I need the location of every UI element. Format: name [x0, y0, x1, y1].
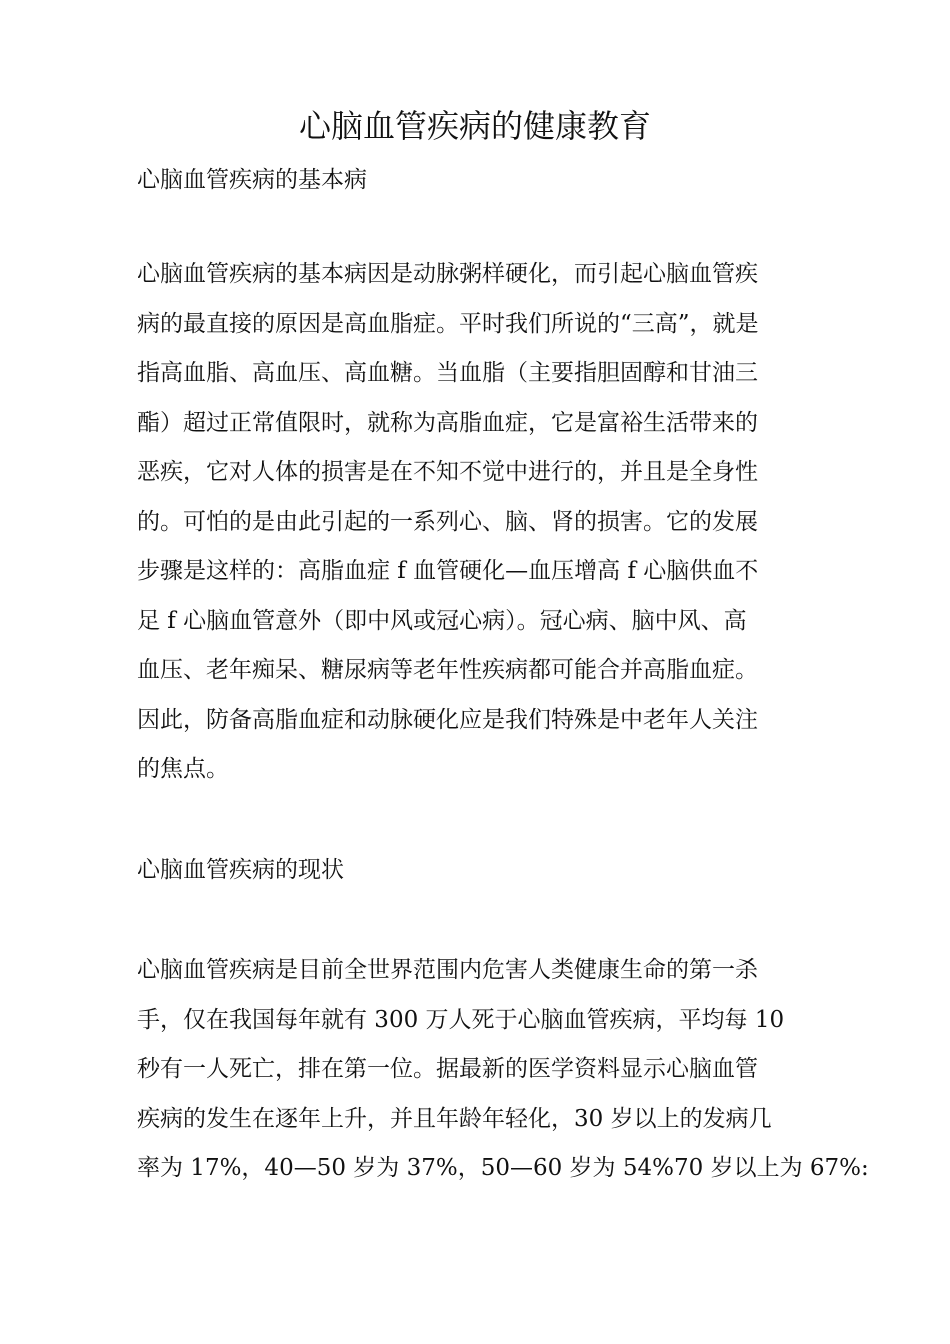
- text-line: 疾病的发生在逐年上升，并且年龄年轻化，30 岁以上的发病几: [137, 1105, 772, 1132]
- text-line: 足 f 心脑血管意外（即中风或冠心病）。冠心病、脑中风、高: [137, 607, 747, 634]
- paragraph-current-status: [137, 946, 869, 1194]
- section-heading-basic-cause: 心脑血管疾病的基本病: [137, 167, 367, 193]
- text-line: 的焦点。: [137, 756, 229, 782]
- text-line: 病的最直接的原因是高血脂症。平时我们所说的“三高”，就是: [137, 310, 759, 337]
- text-line: 心脑血管疾病的基本病因是动脉粥样硬化，而引起心脑血管疾: [137, 261, 758, 287]
- text-line: 因此，防备高脂血症和动脉硬化应是我们特殊是中老年人关注: [137, 706, 758, 733]
- text-line: 的。可怕的是由此引起的一系列心、脑、肾的损害。它的发展: [137, 508, 758, 535]
- text-line: 血压、老年痴呆、糖尿病等老年性疾病都可能合并高脂血症。: [137, 657, 758, 683]
- document-title: 心脑血管疾病的健康教育: [298, 107, 651, 145]
- section-heading-current-status: 心脑血管疾病的现状: [137, 857, 344, 883]
- text-line: 率为 17%，40—50 岁为 37%，50—60 岁为 54%70 岁以上为 67%:: [137, 1155, 869, 1181]
- paragraph-basic-cause: [137, 250, 827, 795]
- text-line: 心脑血管疾病是目前全世界范围内危害人类健康生命的第一杀: [137, 957, 758, 983]
- text-line: 恶疾，它对人体的损害是在不知不觉中进行的，并且是全身性: [137, 459, 758, 485]
- text-line: 手，仅在我国每年就有 300 万人死于心脑血管疾病，平均每 10: [137, 1006, 785, 1033]
- text-line: 秒有一人死亡，排在第一位。据最新的医学资料显示心脑血管: [137, 1056, 758, 1082]
- text-line: 步骤是这样的：高脂血症 f 血管硬化—血压增高 f 心脑供血不: [137, 558, 759, 584]
- text-line: 酯）超过正常值限时，就称为高脂血症，它是富裕生活带来的: [137, 409, 758, 436]
- text-line: 指高血脂、高血压、高血糖。当血脂（主要指胆固醇和甘油三: [137, 360, 758, 386]
